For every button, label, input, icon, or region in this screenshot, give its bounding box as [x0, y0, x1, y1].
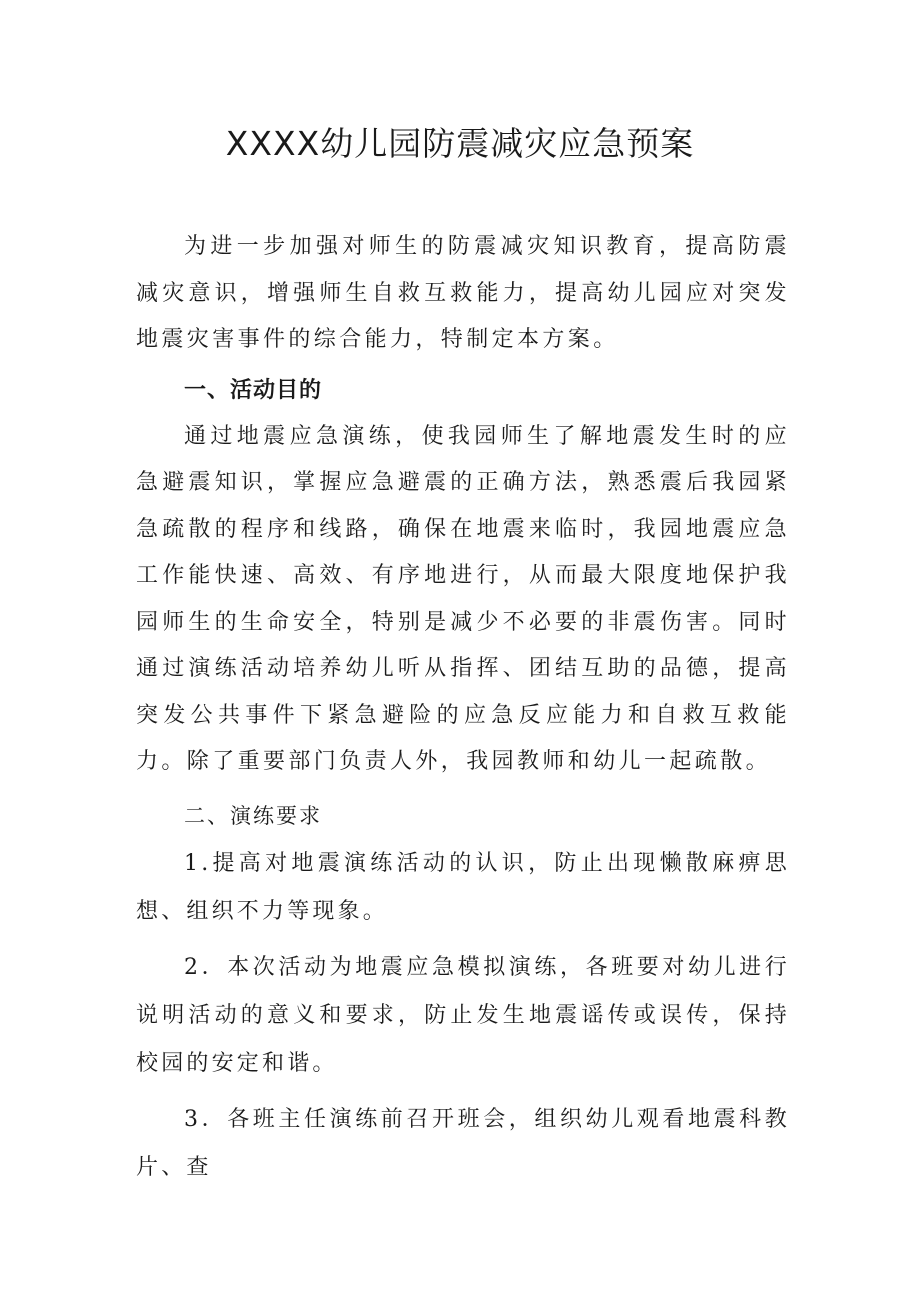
- intro-paragraph: 为进一步加强对师生的防震减灾知识教育，提高防震减灾意识，增强师生自救互救能力，提高幼儿园应对突发地震灾害事件的综合能力，特制定本方案。: [136, 234, 790, 352]
- section-heading-requirements: 二、演练要求: [184, 803, 322, 828]
- requirement-item-1: 1.提高对地震演练活动的认识，防止出现懒散麻痹思想、组织不力等现象。: [136, 850, 790, 924]
- requirement-item-2: 2．本次活动为地震应急模拟演练，各班要对幼儿进行说明活动的意义和要求，防止发生地震谣传或误传，保持校园的安定和谐。: [136, 954, 790, 1076]
- document-title: XXXX幼儿园防震减灾应急预案: [225, 124, 695, 163]
- document-body: [136, 224, 790, 1200]
- requirement-item-3: 3．各班主任演练前召开班会，组织幼儿观看地震科教片、查: [136, 1106, 790, 1180]
- section-heading-purpose: 一、活动目的: [184, 377, 323, 403]
- purpose-paragraph: 通过地震应急演练，使我园师生了解地震发生时的应急避震知识，掌握应急避震的正确方法，熟悉震后我园紧急疏散的程序和线路，确保在地震来临时，我园地震应急工作能快速、高效、有序地进行，从而最大限度地保护我园师生的生命安全，特别是减少不必要的非震伤害。同时通过演练活动培养幼儿听从指挥、团结互助的品德，提高突发公共事件下紧急避险的应急反应能力和自救互救能力。除了重要部门负责人外，我园教师和幼儿一起疏散。: [136, 423, 790, 774]
